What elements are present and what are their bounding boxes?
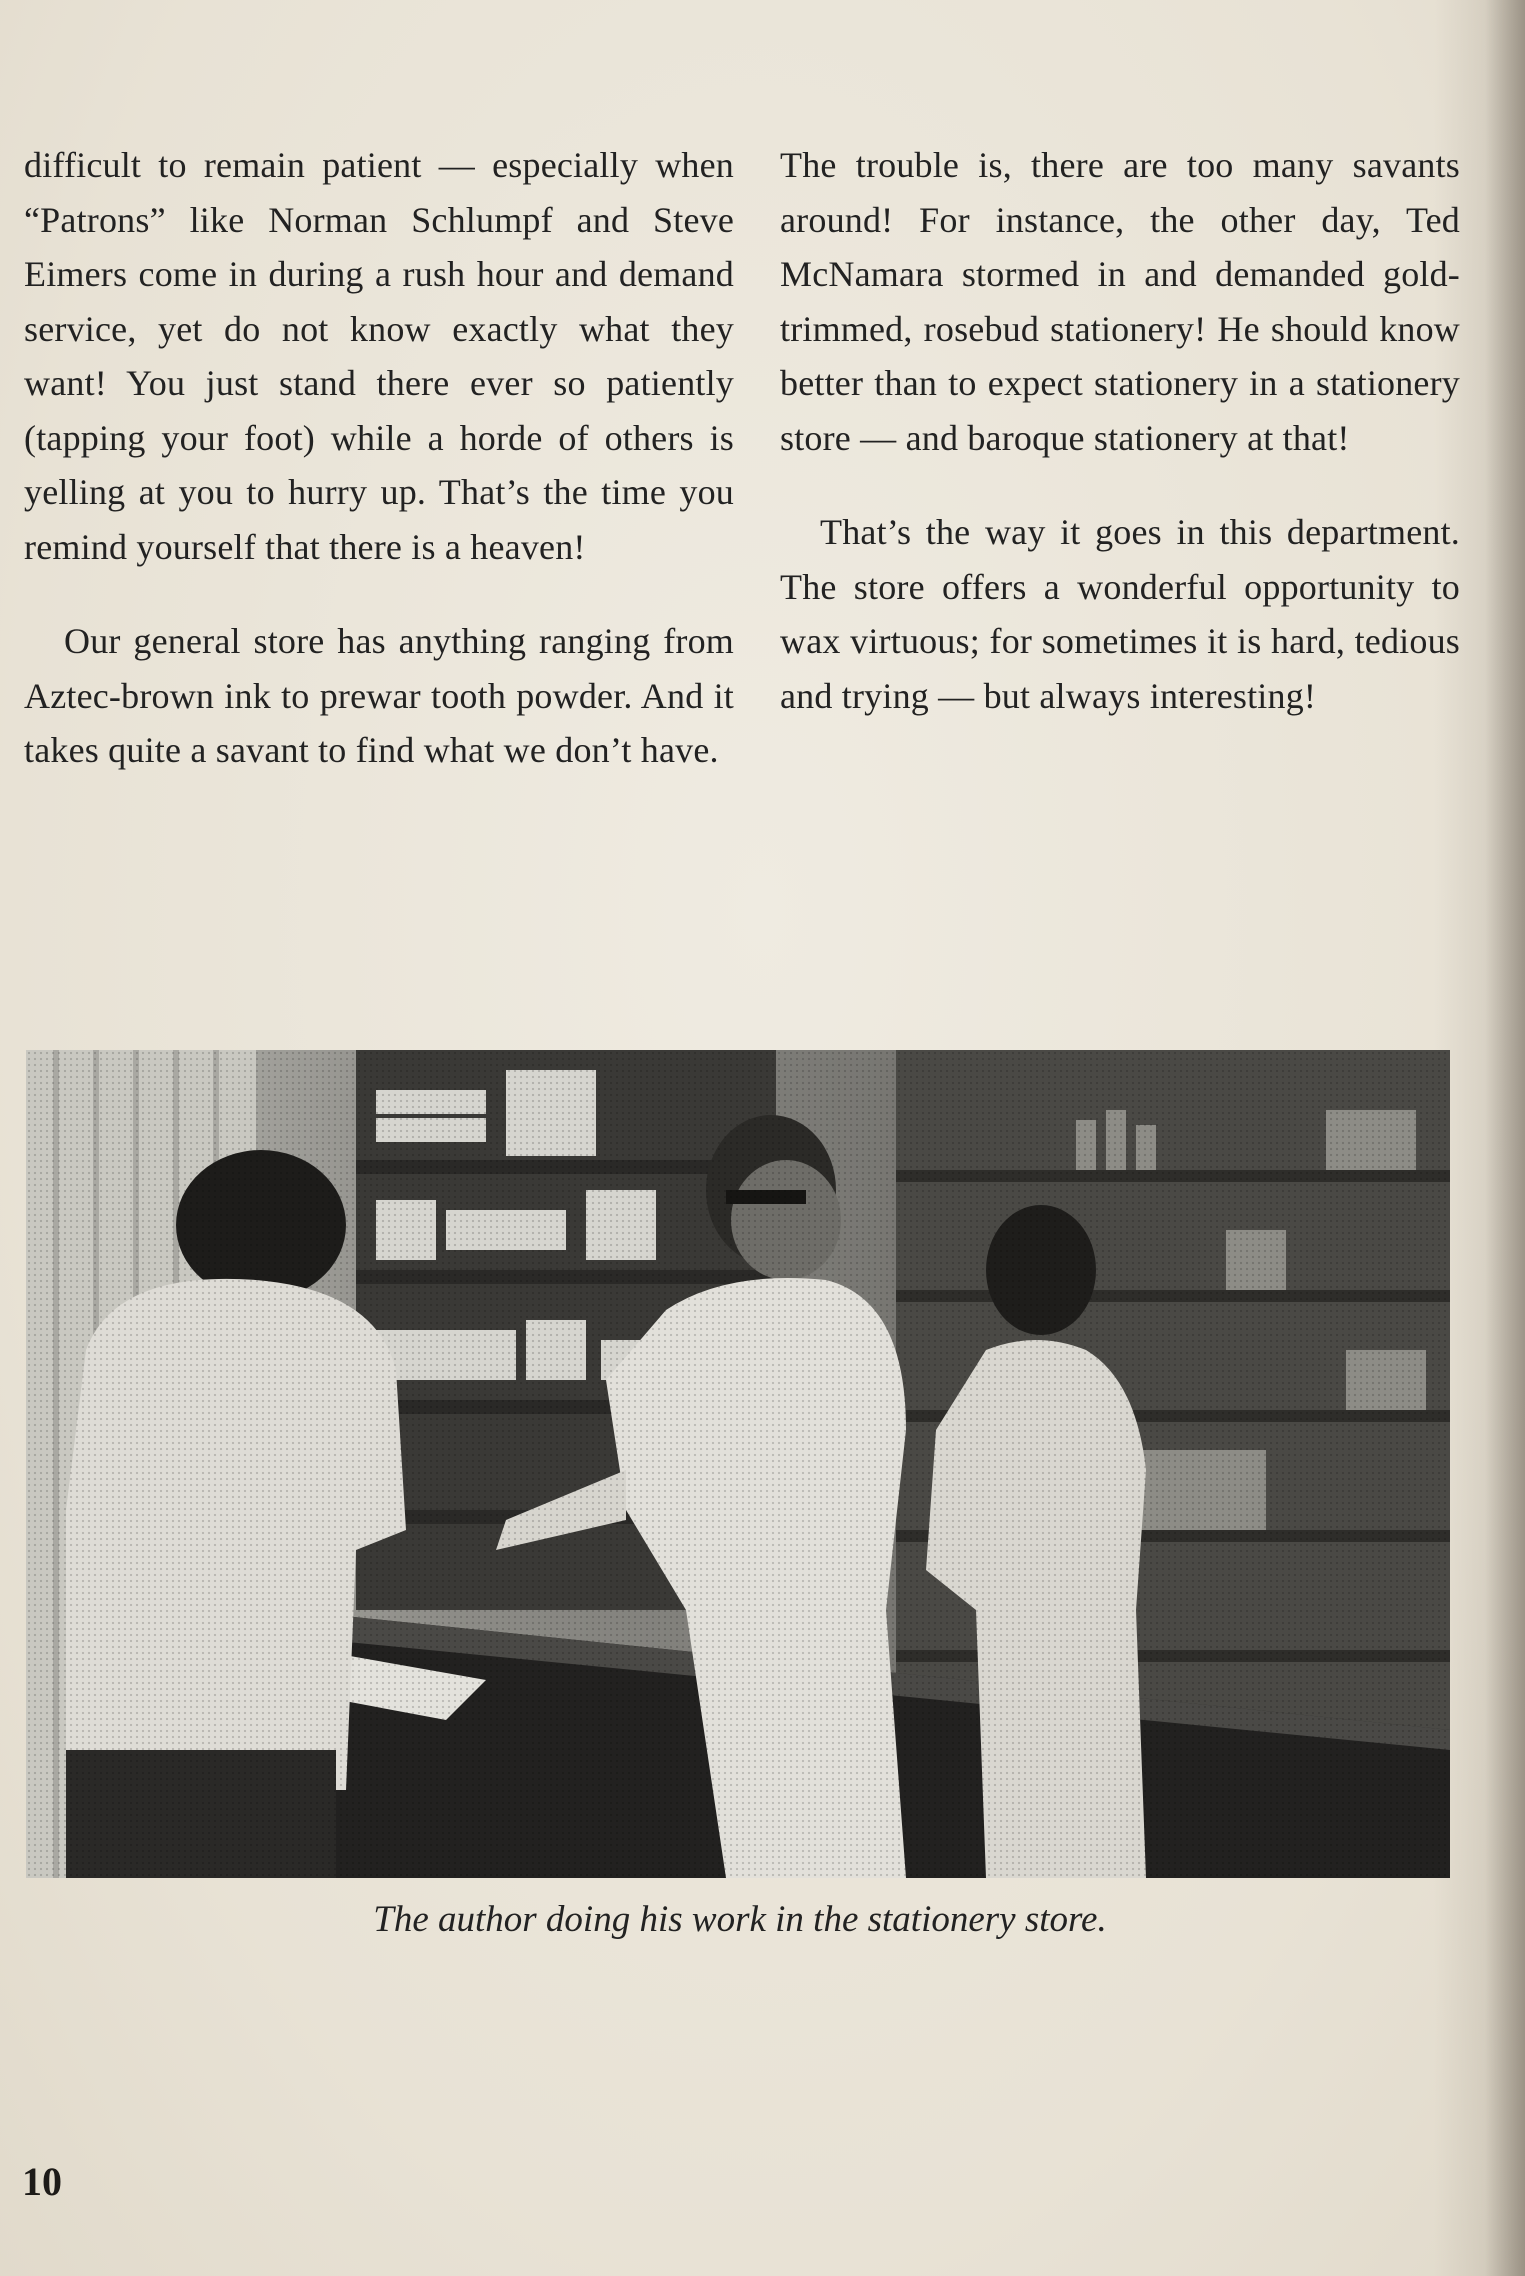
left-paragraph-1: difficult to remain patient — especially when “Patrons” like Norman Schlumpf and Steve Eimers come in during a rush hour and demand service, yet do not know exactly what they want! You just stand there ever so patiently (tapping your foot) while a horde of others is yelling at you to hurry up. That’s the time you remind yourself that there is a heaven!	[24, 145, 734, 567]
right-paragraph-2: That’s the way it goes in this department. The store offers a wonderful opportunity to wax virtuous; for sometimes it is hard, tedious and trying — but always interesting!	[780, 512, 1460, 716]
left-text-column	[24, 138, 734, 818]
store-photo-icon	[26, 1050, 1450, 1878]
store-photo	[26, 1050, 1450, 1878]
right-text-column	[780, 138, 1460, 763]
page-edge-shadow	[1485, 0, 1525, 2276]
page-number: 10	[22, 2159, 62, 2204]
left-paragraph-2: Our general store has anything ranging from Aztec-brown ink to prewar tooth powder. And it takes quite a savant to find what we don’t have.	[24, 621, 734, 770]
right-paragraph-1: The trouble is, there are too many savants around! For instance, the other day, Ted McNamara stormed in and demanded gold-trimmed, rosebud stationery! He should know better than to expect stationery in a stationery store — and baroque stationery at that!	[780, 145, 1460, 458]
photo-caption: The author doing his work in the stationery store.	[373, 1899, 1107, 1940]
